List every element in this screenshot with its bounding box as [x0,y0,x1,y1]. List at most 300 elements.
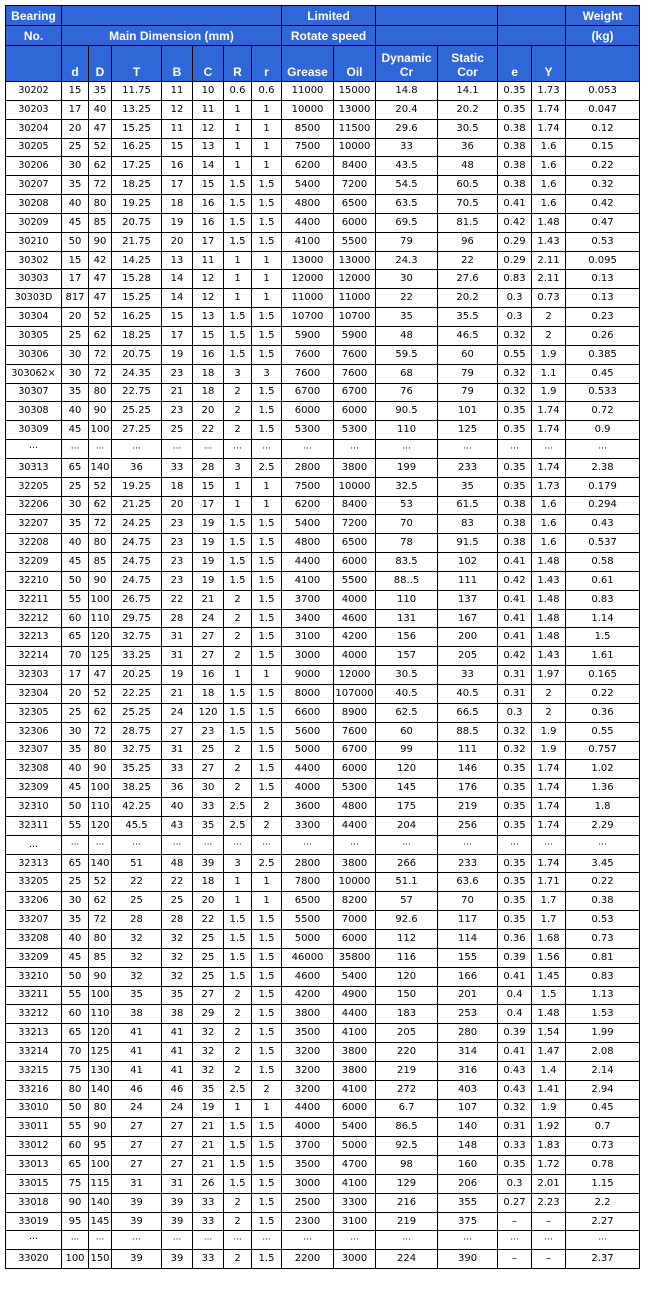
cell-y: 1.9 [532,741,566,760]
table-row [6,835,640,854]
cell-bearing-no: 33209 [6,948,62,967]
cell-c: 23 [193,722,224,741]
cell-weight: 0.61 [566,571,640,590]
cell-y: 2 [532,308,566,327]
cell-D: 100 [89,986,112,1005]
cell-d: 30 [62,496,89,515]
cell-grease: 11000 [282,82,334,101]
cell-oil: 5500 [334,571,376,590]
cell-r-large: 3 [224,458,252,477]
cell-grease: 3000 [282,647,334,666]
cell-c: 13 [193,308,224,327]
header-col-oil: Oil [334,46,376,82]
cell-oil: 6700 [334,741,376,760]
cell-grease: 7600 [282,364,334,383]
cell-e: 0.41 [498,628,532,647]
cell-d: 30 [62,364,89,383]
cell-oil: 4000 [334,590,376,609]
cell-cr: 63.5 [376,195,438,214]
cell-d: 40 [62,929,89,948]
cell-cr: 116 [376,948,438,967]
header-bearing-blank [6,46,62,82]
cell-cor: 390 [438,1250,498,1269]
cell-D: 40 [89,100,112,119]
cell-weight: 1.13 [566,986,640,1005]
cell-weight: 2.14 [566,1061,640,1080]
cell-t: 24.35 [112,364,162,383]
cell-D: 85 [89,553,112,572]
cell-grease: 5900 [282,326,334,345]
cell-D: ··· [89,440,112,459]
cell-d: 60 [62,609,89,628]
table-row [6,967,640,986]
cell-d: 55 [62,590,89,609]
cell-weight: 0.7 [566,1118,640,1137]
cell-cr: 22 [376,289,438,308]
cell-cr: 24.3 [376,251,438,270]
cell-r-small: 1.5 [252,1005,282,1024]
header-bearing-no-line2: No. [6,26,62,46]
cell-oil: 4100 [334,1174,376,1193]
cell-r-small: 1.5 [252,515,282,534]
cell-y: 1.41 [532,1080,566,1099]
cell-d: 65 [62,1024,89,1043]
cell-oil: ··· [334,440,376,459]
cell-t: 11.75 [112,82,162,101]
cell-cor: 61.5 [438,496,498,515]
cell-e: 0.36 [498,929,532,948]
cell-grease: 4400 [282,213,334,232]
cell-grease: 5300 [282,421,334,440]
header-col-c: C [193,46,224,82]
cell-r-small: 1.5 [252,1061,282,1080]
cell-t: 27 [112,1137,162,1156]
cell-r-large: 1.5 [224,929,252,948]
cell-r-small: 1.5 [252,779,282,798]
cell-r-large: 2 [224,741,252,760]
table-row [6,515,640,534]
table-row [6,176,640,195]
cell-r-large: ··· [224,835,252,854]
cell-weight: 0.533 [566,383,640,402]
cell-D: 72 [89,176,112,195]
cell-D: 80 [89,534,112,553]
cell-D: 62 [89,892,112,911]
cell-weight: 0.294 [566,496,640,515]
cell-cr: 76 [376,383,438,402]
cell-c: 16 [193,345,224,364]
cell-y: 1.43 [532,647,566,666]
cell-b: 25 [162,421,193,440]
cell-weight: 0.36 [566,703,640,722]
cell-r-large: 0.6 [224,82,252,101]
cell-grease: 2300 [282,1212,334,1231]
cell-cor: 176 [438,779,498,798]
header-dynamic-label: Dynamic [381,51,432,65]
cell-bearing-no: 32207 [6,515,62,534]
cell-grease: 3700 [282,1137,334,1156]
cell-r-small: 1.5 [252,176,282,195]
cell-e: 0.42 [498,213,532,232]
cell-cr: 92.6 [376,911,438,930]
cell-cr: 175 [376,798,438,817]
cell-c: 16 [193,213,224,232]
cell-weight: 2.08 [566,1043,640,1062]
cell-bearing-no: ··· [6,440,62,459]
cell-grease: 3200 [282,1080,334,1099]
cell-t: 25 [112,892,162,911]
cell-y: 1.6 [532,534,566,553]
cell-b: 15 [162,308,193,327]
cell-t: 18.25 [112,176,162,195]
cell-D: 35 [89,82,112,101]
cell-b: 23 [162,402,193,421]
cell-cor: 125 [438,421,498,440]
cell-oil: 11000 [334,289,376,308]
cell-t: 21.25 [112,496,162,515]
cell-cor: 79 [438,383,498,402]
cell-r-large: ··· [224,440,252,459]
cell-bearing-no: 30206 [6,157,62,176]
cell-r-small: 1 [252,289,282,308]
cell-D: 80 [89,1099,112,1118]
cell-D: 120 [89,816,112,835]
cell-weight: 0.38 [566,892,640,911]
table-row [6,82,640,101]
cell-cr: ··· [376,440,438,459]
cell-e: 0.35 [498,100,532,119]
cell-D: 140 [89,1080,112,1099]
cell-cor: 111 [438,571,498,590]
cell-r-large: 2 [224,760,252,779]
cell-bearing-no: ... [6,835,62,854]
cell-bearing-no: 33208 [6,929,62,948]
cell-weight: 1.53 [566,1005,640,1024]
cell-D: 110 [89,798,112,817]
cell-c: 32 [193,1061,224,1080]
cell-cor: 33 [438,666,498,685]
cell-c: 33 [193,1212,224,1231]
cell-grease: 6600 [282,703,334,722]
cell-cr: 220 [376,1043,438,1062]
cell-bearing-no: 33206 [6,892,62,911]
cell-y: 1.73 [532,82,566,101]
cell-r-large: 1.5 [224,195,252,214]
cell-c: 30 [193,779,224,798]
cell-y: 0.73 [532,289,566,308]
cell-d: 17 [62,270,89,289]
cell-c: 21 [193,590,224,609]
cell-cor: 14.1 [438,82,498,101]
cell-weight: 1.15 [566,1174,640,1193]
cell-r-large: 2 [224,609,252,628]
cell-cr: 69.5 [376,213,438,232]
cell-bearing-no: 33015 [6,1174,62,1193]
cell-oil: 6000 [334,760,376,779]
cell-r-small: 1 [252,119,282,138]
cell-cr: 88..5 [376,571,438,590]
cell-e: 0.35 [498,458,532,477]
cell-grease: 5400 [282,515,334,534]
cell-weight: 0.22 [566,157,640,176]
cell-r-large: 1.5 [224,553,252,572]
cell-D: 42 [89,251,112,270]
cell-e: 0.38 [498,138,532,157]
cell-e: 0.32 [498,326,532,345]
cell-grease: ··· [282,440,334,459]
cell-d: 40 [62,534,89,553]
cell-c: 22 [193,911,224,930]
cell-bearing-no: 32303 [6,666,62,685]
cell-t: 25.25 [112,402,162,421]
cell-r-small: 1.5 [252,609,282,628]
cell-r-large: 1.5 [224,534,252,553]
cell-bearing-no: 33214 [6,1043,62,1062]
cell-r-small: 1.5 [252,402,282,421]
cell-weight: 0.42 [566,195,640,214]
cell-cor: 81.5 [438,213,498,232]
cell-r-large: 1 [224,157,252,176]
header-col-t: T [112,46,162,82]
cell-D: 52 [89,477,112,496]
cell-r-small: 1.5 [252,722,282,741]
table-row [6,571,640,590]
cell-bearing-no: 30207 [6,176,62,195]
cell-r-large: 2 [224,1212,252,1231]
cell-e: 0.35 [498,892,532,911]
cell-weight: 0.72 [566,402,640,421]
cell-e: 0.41 [498,609,532,628]
cell-cor: 316 [438,1061,498,1080]
cell-y: 1.83 [532,1137,566,1156]
cell-e: 0.3 [498,703,532,722]
table-row [6,609,640,628]
cell-bearing-no: ··· [6,1231,62,1250]
cell-d: 65 [62,628,89,647]
cell-t: 20.75 [112,213,162,232]
cell-r-small: 1.5 [252,1118,282,1137]
cell-e: 0.31 [498,1118,532,1137]
cell-c: 20 [193,402,224,421]
cell-cor: 60.5 [438,176,498,195]
cell-d: 50 [62,232,89,251]
cell-e: 0.39 [498,948,532,967]
cell-c: 21 [193,1137,224,1156]
cell-oil: 3800 [334,1043,376,1062]
table-row [6,100,640,119]
cell-cor: 375 [438,1212,498,1231]
cell-b: 23 [162,515,193,534]
cell-grease: 3000 [282,1174,334,1193]
cell-t: 33.25 [112,647,162,666]
cell-t: 14.25 [112,251,162,270]
cell-b: 12 [162,100,193,119]
cell-t: 22.75 [112,383,162,402]
cell-d: 100 [62,1250,89,1269]
cell-cr: 70 [376,515,438,534]
cell-b: 23 [162,364,193,383]
header-col-r-small: r [252,46,282,82]
cell-D: 52 [89,138,112,157]
cell-weight: 2.94 [566,1080,640,1099]
cell-weight: 0.23 [566,308,640,327]
cell-c: 29 [193,1005,224,1024]
cell-e: 0.32 [498,1099,532,1118]
cell-oil: 7000 [334,911,376,930]
cell-oil: 6500 [334,534,376,553]
cell-cor: ··· [438,1231,498,1250]
cell-cr: 199 [376,458,438,477]
header-factors-mid [498,26,566,46]
cell-weight: 0.47 [566,213,640,232]
cell-cr: 150 [376,986,438,1005]
cell-d: 55 [62,1118,89,1137]
cell-t: 32.75 [112,741,162,760]
cell-c: 11 [193,251,224,270]
cell-t: 32 [112,967,162,986]
cell-y: 1.48 [532,213,566,232]
cell-oil: 6000 [334,929,376,948]
cell-bearing-no: 32306 [6,722,62,741]
cell-b: 20 [162,232,193,251]
cell-d: 35 [62,515,89,534]
cell-e: 0.29 [498,232,532,251]
table-row [6,948,640,967]
cell-r-large: 1.5 [224,967,252,986]
cell-weight: 2.29 [566,816,640,835]
cell-grease: 3100 [282,628,334,647]
cell-cor: 48 [438,157,498,176]
cell-grease: 46000 [282,948,334,967]
cell-D: 72 [89,345,112,364]
cell-oil: 35800 [334,948,376,967]
cell-weight: 0.55 [566,722,640,741]
cell-e: 0.3 [498,1174,532,1193]
table-row [6,289,640,308]
cell-c: 35 [193,816,224,835]
cell-cor: 167 [438,609,498,628]
cell-bearing-no: 33216 [6,1080,62,1099]
header-col-b: B [162,46,193,82]
cell-c: 11 [193,100,224,119]
header-rating-mid [376,26,498,46]
cell-weight: 0.45 [566,1099,640,1118]
cell-c: ··· [193,440,224,459]
cell-grease: 6200 [282,157,334,176]
cell-b: 31 [162,1174,193,1193]
table-row [6,1250,640,1269]
cell-d: 50 [62,967,89,986]
cell-cr: 43.5 [376,157,438,176]
cell-t: 38 [112,1005,162,1024]
cell-e: 0.32 [498,383,532,402]
cell-oil: 12000 [334,270,376,289]
cell-bearing-no: 30308 [6,402,62,421]
cell-c: 18 [193,685,224,704]
cell-r-small: 1 [252,270,282,289]
cell-bearing-no: 30309 [6,421,62,440]
header-main-dimension: Main Dimension (mm) [62,26,282,46]
cell-grease: 4100 [282,232,334,251]
cell-b: 38 [162,1005,193,1024]
cell-r-small: 1.5 [252,1193,282,1212]
cell-bearing-no: 33018 [6,1193,62,1212]
cell-c: 39 [193,854,224,873]
cell-cor: 88.5 [438,722,498,741]
cell-d: 40 [62,760,89,779]
cell-d: 80 [62,1080,89,1099]
cell-D: 100 [89,421,112,440]
cell-cor: 233 [438,458,498,477]
cell-weight: 0.22 [566,873,640,892]
cell-r-large: 1.5 [224,911,252,930]
cell-bearing-no: 30205 [6,138,62,157]
cell-weight: 0.047 [566,100,640,119]
cell-r-small: 1 [252,1099,282,1118]
cell-y: 1.9 [532,345,566,364]
cell-r-large: 1 [224,100,252,119]
cell-grease: 12000 [282,270,334,289]
cell-r-large: 1 [224,1099,252,1118]
cell-r-large: 1.5 [224,571,252,590]
cell-grease: 2800 [282,458,334,477]
cell-r-small: ··· [252,440,282,459]
cell-b: 33 [162,458,193,477]
cell-grease: 3600 [282,798,334,817]
cell-cr: 30.5 [376,666,438,685]
cell-c: 25 [193,929,224,948]
cell-t: 17.25 [112,157,162,176]
cell-y: 1.9 [532,1099,566,1118]
cell-D: 52 [89,308,112,327]
cell-cr: 78 [376,534,438,553]
cell-c: 33 [193,798,224,817]
cell-D: 90 [89,232,112,251]
cell-t: 41 [112,1061,162,1080]
cell-D: ··· [89,1231,112,1250]
cell-oil: 10700 [334,308,376,327]
cell-r-small: 1.5 [252,741,282,760]
cell-b: 11 [162,119,193,138]
cell-bearing-no: 30313 [6,458,62,477]
cell-cor: 280 [438,1024,498,1043]
table-row [6,270,640,289]
cell-cr: 219 [376,1061,438,1080]
table-row [6,440,640,459]
cell-cor: 253 [438,1005,498,1024]
cell-oil: 4100 [334,1080,376,1099]
cell-r-small: 2.5 [252,854,282,873]
cell-b: 19 [162,345,193,364]
header-col-e: e [498,46,532,82]
cell-oil: 5300 [334,421,376,440]
header-rotate-speed: Rotate speed [282,26,376,46]
cell-oil: 4700 [334,1156,376,1175]
cell-e: 0.38 [498,515,532,534]
cell-cr: 110 [376,590,438,609]
cell-c: 12 [193,270,224,289]
cell-r-small: 1.5 [252,571,282,590]
table-row [6,1193,640,1212]
cell-weight: 0.81 [566,948,640,967]
table-row [6,1099,640,1118]
cell-weight: ··· [566,1231,640,1250]
cell-r-small: 1.5 [252,1156,282,1175]
cell-r-small: 1.5 [252,345,282,364]
cell-t: ··· [112,440,162,459]
cell-bearing-no: 33211 [6,986,62,1005]
cell-D: 47 [89,289,112,308]
